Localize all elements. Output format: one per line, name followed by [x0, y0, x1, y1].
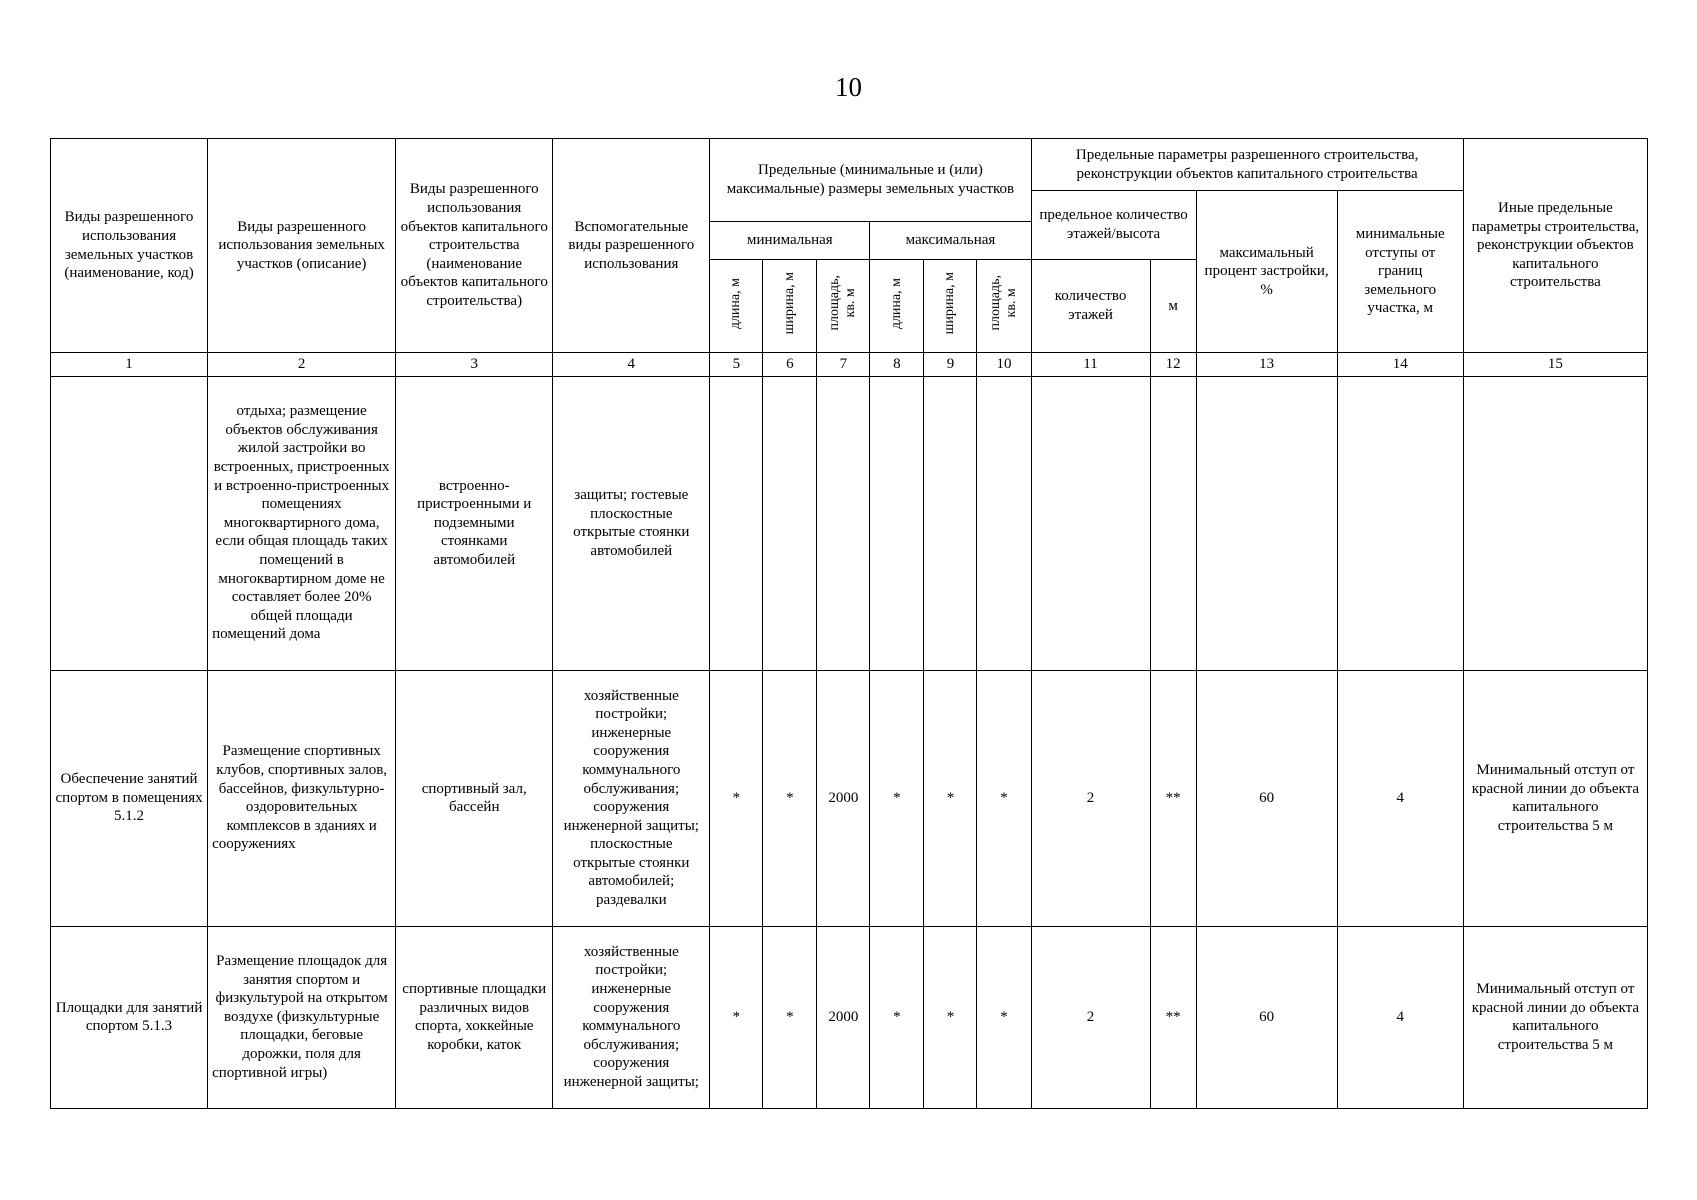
cell-land-use-description: Размещение площадок для занятия спортом и физкультурой на открытом воздухе (физкультурные площадки, беговые дорожки, поля для спортивной игры) — [208, 926, 396, 1108]
header-min-width: ширина, м — [763, 260, 817, 353]
cell-min-width — [763, 376, 817, 670]
cell-min-length — [710, 376, 763, 670]
cell-max-building-percent: 60 — [1196, 926, 1337, 1108]
cell-max-width: * — [924, 926, 977, 1108]
cell-max-area: * — [977, 670, 1031, 926]
header-other-parameters: Иные предельные параметры строительства, реконструкции объектов капитального строительства — [1463, 139, 1647, 353]
header-max-length: длина, м — [870, 260, 924, 353]
cell-land-use-name: Обеспечение занятий спортом в помещениях 5.1.2 — [51, 670, 208, 926]
header-min-length: длина, м — [710, 260, 763, 353]
table-row — [51, 926, 1648, 1108]
cell-min-length: * — [710, 926, 763, 1108]
header-floors-height: предельное количество этажей/высота — [1031, 191, 1196, 260]
table-row — [51, 670, 1648, 926]
cell-other-parameters — [1463, 376, 1647, 670]
column-number: 6 — [763, 353, 817, 377]
cell-max-area: * — [977, 926, 1031, 1108]
column-number: 12 — [1150, 353, 1196, 377]
cell-max-width — [924, 376, 977, 670]
cell-max-length — [870, 376, 924, 670]
cell-other-parameters: Минимальный отступ от красной линии до объекта капитального строительства 5 м — [1463, 926, 1647, 1108]
cell-capital-objects: спортивные площадки различных видов спорта, хоккейные коробки, каток — [396, 926, 553, 1108]
header-max-building-percent: максимальный процент застройки, % — [1196, 191, 1337, 353]
header-max-width: ширина, м — [924, 260, 977, 353]
header-auxiliary-uses: Вспомогательные виды разрешенного использования — [553, 139, 710, 353]
cell-max-width: * — [924, 670, 977, 926]
cell-height-m: ** — [1150, 926, 1196, 1108]
header-min-area: площадь, кв. м — [817, 260, 870, 353]
cell-capital-objects: встроенно-пристроенными и подземными стоянками автомобилей — [396, 376, 553, 670]
column-number: 10 — [977, 353, 1031, 377]
column-number: 9 — [924, 353, 977, 377]
column-number: 15 — [1463, 353, 1647, 377]
cell-auxiliary-uses: хозяйственные постройки; инженерные сооружения коммунального обслуживания; сооружения инженерной защиты; плоскостные открытые стоянки автомобилей; раздевалки — [553, 670, 710, 926]
column-number: 7 — [817, 353, 870, 377]
column-number: 13 — [1196, 353, 1337, 377]
page-number: 10 — [835, 72, 862, 102]
cell-min-width: * — [763, 926, 817, 1108]
land-use-regulations-table — [50, 138, 1648, 1109]
cell-floor-count: 2 — [1031, 670, 1150, 926]
column-number: 4 — [553, 353, 710, 377]
header-land-use-description: Виды разрешенного использования земельных участков (описание) — [208, 139, 396, 353]
cell-min-area — [817, 376, 870, 670]
column-number: 2 — [208, 353, 396, 377]
cell-min-area: 2000 — [817, 926, 870, 1108]
cell-land-use-name: Площадки для занятий спортом 5.1.3 — [51, 926, 208, 1108]
cell-height-m: ** — [1150, 670, 1196, 926]
column-number: 1 — [51, 353, 208, 377]
column-number-row — [51, 353, 1648, 377]
header-minimum: минимальная — [710, 222, 870, 260]
cell-min-length: * — [710, 670, 763, 926]
column-number: 14 — [1337, 353, 1463, 377]
cell-min-setbacks: 4 — [1337, 926, 1463, 1108]
cell-max-length: * — [870, 670, 924, 926]
header-height-m: м — [1150, 260, 1196, 353]
header-maximum: максимальная — [870, 222, 1031, 260]
header-construction-parameters: Предельные параметры разрешенного строительства, реконструкции объектов капитального строительства — [1031, 139, 1463, 191]
cell-min-setbacks: 4 — [1337, 670, 1463, 926]
cell-max-length: * — [870, 926, 924, 1108]
cell-height-m — [1150, 376, 1196, 670]
header-land-use-name: Виды разрешенного использования земельных участков (наименование, код) — [51, 139, 208, 353]
cell-land-use-description: Размещение спортивных клубов, спортивных залов, бассейнов, физкультурно-оздоровительных комплексов в зданиях и сооружениях — [208, 670, 396, 926]
header-max-area: площадь, кв. м — [977, 260, 1031, 353]
cell-max-building-percent — [1196, 376, 1337, 670]
column-number: 5 — [710, 353, 763, 377]
cell-land-use-name — [51, 376, 208, 670]
cell-floor-count — [1031, 376, 1150, 670]
cell-min-setbacks — [1337, 376, 1463, 670]
cell-max-building-percent: 60 — [1196, 670, 1337, 926]
column-number: 8 — [870, 353, 924, 377]
header-floor-count: количество этажей — [1031, 260, 1150, 353]
cell-auxiliary-uses: хозяйственные постройки; инженерные сооружения коммунального обслуживания; сооружения инженерной защиты; — [553, 926, 710, 1108]
cell-land-use-description: отдыха; размещение объектов обслуживания жилой застройки во встроенных, пристроенных и встроенно-пристроенных помещениях многоквартирного дома, если общая площадь таких помещений в многоквартирном доме не составляет более 20% общей площади помещений дома — [208, 376, 396, 670]
cell-min-width: * — [763, 670, 817, 926]
cell-other-parameters: Минимальный отступ от красной линии до объекта капитального строительства 5 м — [1463, 670, 1647, 926]
header-capital-objects: Виды разрешенного использования объектов капитального строительства (наименование объектов капитального строительства) — [396, 139, 553, 353]
cell-min-area: 2000 — [817, 670, 870, 926]
header-plot-size-limits: Предельные (минимальные и (или) максимальные) размеры земельных участков — [710, 139, 1031, 222]
table-row — [51, 376, 1648, 670]
cell-auxiliary-uses: защиты; гостевые плоскостные открытые стоянки автомобилей — [553, 376, 710, 670]
cell-floor-count: 2 — [1031, 926, 1150, 1108]
column-number: 3 — [396, 353, 553, 377]
cell-max-area — [977, 376, 1031, 670]
cell-capital-objects: спортивный зал, бассейн — [396, 670, 553, 926]
header-min-setbacks: минимальные отступы от границ земельного участка, м — [1337, 191, 1463, 353]
column-number: 11 — [1031, 353, 1150, 377]
